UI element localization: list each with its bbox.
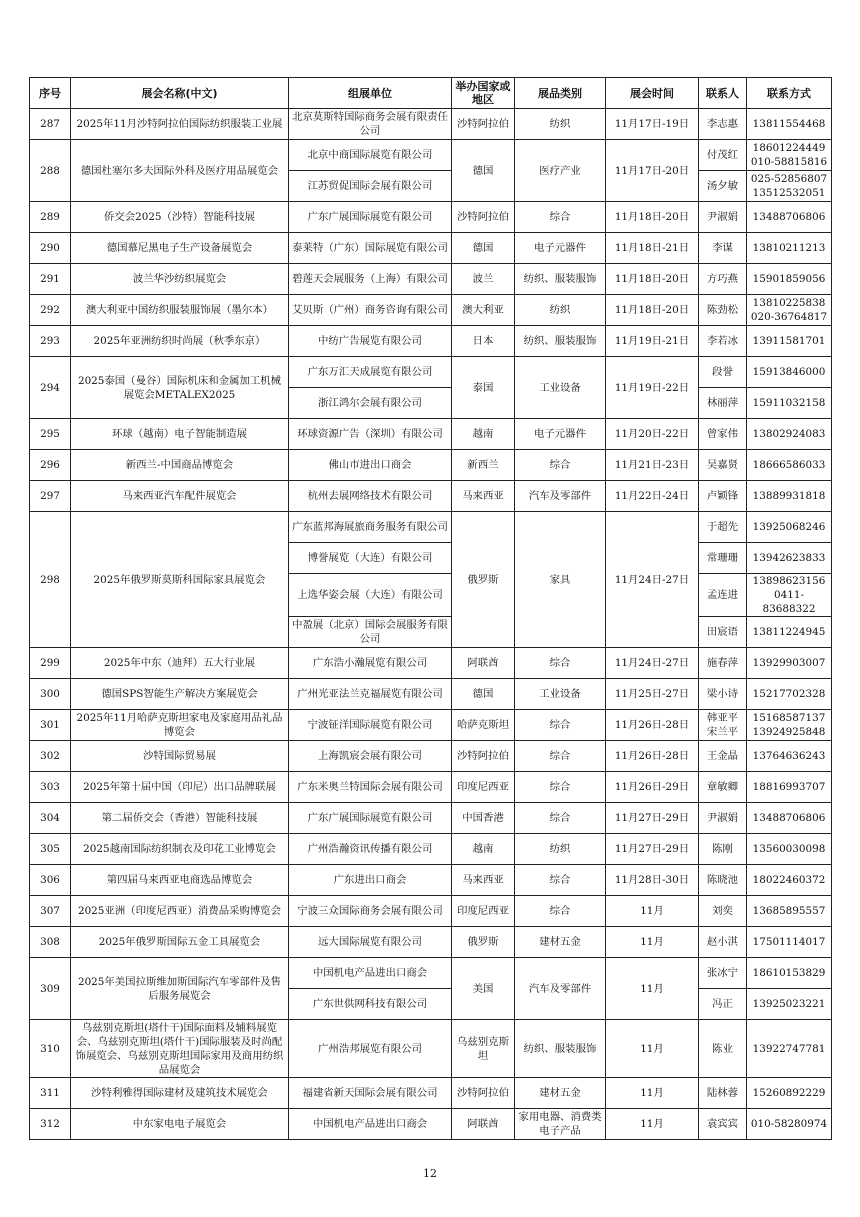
cell-category: 综合 <box>515 648 606 679</box>
cell-category: 综合 <box>515 450 606 481</box>
table-row <box>30 512 832 543</box>
cell-contact-info: 13802924083 <box>747 419 832 450</box>
header-category: 展品类别 <box>515 78 606 109</box>
cell-contact-person: 韩亚平 宋兰平 <box>699 710 747 741</box>
cell-exhibition-name: 2025年亚洲纺织时尚展（秋季东京） <box>71 326 289 357</box>
cell-organizer: 远大国际展览有限公司 <box>289 927 452 958</box>
cell-country: 澳大利亚 <box>452 295 515 326</box>
cell-contact-info: 15217702328 <box>747 679 832 710</box>
header-organizer: 组展单位 <box>289 78 452 109</box>
cell-country: 沙特阿拉伯 <box>452 109 515 140</box>
table-row <box>30 233 832 264</box>
cell-category: 综合 <box>515 741 606 772</box>
cell-exhibition-name: 波兰华沙纺织展览会 <box>71 264 289 295</box>
cell-country: 乌兹别克斯坦 <box>452 1020 515 1078</box>
header-date: 展会时间 <box>606 78 699 109</box>
table-row <box>30 741 832 772</box>
cell-contact-info: 13488706806 <box>747 202 832 233</box>
cell-organizer: 上海凯宸会展有限公司 <box>289 741 452 772</box>
cell-date: 11月 <box>606 1020 699 1078</box>
cell-serial-no: 293 <box>30 326 71 357</box>
cell-category: 纺织、服装服饰 <box>515 264 606 295</box>
cell-date: 11月26日-28日 <box>606 741 699 772</box>
cell-contact-info: 13922747781 <box>747 1020 832 1078</box>
cell-serial-no: 306 <box>30 865 71 896</box>
cell-category: 综合 <box>515 772 606 803</box>
header-row <box>30 78 832 109</box>
cell-date: 11月19日-21日 <box>606 326 699 357</box>
cell-country: 德国 <box>452 140 515 202</box>
cell-contact-info: 13764636243 <box>747 741 832 772</box>
cell-category: 建材五金 <box>515 927 606 958</box>
cell-organizer: 杭州去展网络技术有限公司 <box>289 481 452 512</box>
cell-exhibition-name: 2025年第十届中国（印尼）出口品牌联展 <box>71 772 289 803</box>
cell-category: 家用电器、消费类电子产品 <box>515 1109 606 1140</box>
cell-contact-info: 17501114017 <box>747 927 832 958</box>
table-row <box>30 896 832 927</box>
cell-category: 纺织、服装服饰 <box>515 326 606 357</box>
cell-contact-person: 常珊珊 <box>699 543 747 574</box>
cell-contact-person: 孟连进 <box>699 574 747 617</box>
table-row <box>30 202 832 233</box>
cell-date: 11月26日-29日 <box>606 772 699 803</box>
table-row <box>30 648 832 679</box>
cell-exhibition-name: 第四届马来西亚电商选品博览会 <box>71 865 289 896</box>
cell-date: 11月21日-23日 <box>606 450 699 481</box>
cell-serial-no: 292 <box>30 295 71 326</box>
table-row <box>30 772 832 803</box>
cell-contact-person: 陈业 <box>699 1020 747 1078</box>
cell-exhibition-name: 第二届侨交会（香港）智能科技展 <box>71 803 289 834</box>
cell-contact-info: 010-58280974 <box>747 1109 832 1140</box>
cell-country: 日本 <box>452 326 515 357</box>
cell-country: 沙特阿拉伯 <box>452 741 515 772</box>
cell-organizer: 广东世供网科技有限公司 <box>289 989 452 1020</box>
cell-exhibition-name: 德国慕尼黑电子生产设备展览会 <box>71 233 289 264</box>
cell-date: 11月28日-30日 <box>606 865 699 896</box>
cell-category: 工业设备 <box>515 357 606 419</box>
header-exhibition-name: 展会名称(中文) <box>71 78 289 109</box>
cell-category: 纺织、服装服饰 <box>515 1020 606 1078</box>
cell-serial-no: 297 <box>30 481 71 512</box>
cell-category: 电子元器件 <box>515 233 606 264</box>
cell-organizer: 博誉展览（大连）有限公司 <box>289 543 452 574</box>
table-row <box>30 710 832 741</box>
cell-exhibition-name: 2025亚洲（印度尼西亚）消费品采购博览会 <box>71 896 289 927</box>
cell-contact-info: 15260892229 <box>747 1078 832 1109</box>
cell-category: 综合 <box>515 202 606 233</box>
cell-category: 纺织 <box>515 109 606 140</box>
cell-contact-person: 付茂红 <box>699 140 747 171</box>
cell-exhibition-name: 马来西亚汽车配件展览会 <box>71 481 289 512</box>
cell-category: 纺织 <box>515 834 606 865</box>
table-row <box>30 264 832 295</box>
cell-serial-no: 303 <box>30 772 71 803</box>
table-row <box>30 357 832 388</box>
cell-organizer: 浙江鸿尔会展有限公司 <box>289 388 452 419</box>
cell-contact-person: 陈刚 <box>699 834 747 865</box>
cell-contact-person: 于超先 <box>699 512 747 543</box>
cell-serial-no: 302 <box>30 741 71 772</box>
cell-contact-person: 卢颖锋 <box>699 481 747 512</box>
cell-contact-person: 施春萍 <box>699 648 747 679</box>
cell-organizer: 广州浩邦展览有限公司 <box>289 1020 452 1078</box>
cell-organizer: 中国机电产品进出口商会 <box>289 958 452 989</box>
cell-contact-info: 13488706806 <box>747 803 832 834</box>
cell-contact-info: 15911032158 <box>747 388 832 419</box>
cell-contact-person: 刘奕 <box>699 896 747 927</box>
cell-contact-person: 王金晶 <box>699 741 747 772</box>
cell-organizer: 广东蓝邦海展旅商务服务有限公司 <box>289 512 452 543</box>
cell-contact-info: 13929903007 <box>747 648 832 679</box>
cell-date: 11月17日-20日 <box>606 140 699 202</box>
table-row <box>30 679 832 710</box>
cell-contact-info: 13811224945 <box>747 617 832 648</box>
table-row <box>30 865 832 896</box>
cell-contact-person: 梁小诗 <box>699 679 747 710</box>
cell-exhibition-name: 中东家电电子展览会 <box>71 1109 289 1140</box>
cell-date: 11月22日-24日 <box>606 481 699 512</box>
cell-date: 11月18日-20日 <box>606 202 699 233</box>
cell-country: 新西兰 <box>452 450 515 481</box>
cell-organizer: 中盈展（北京）国际会展服务有限公司 <box>289 617 452 648</box>
cell-contact-info: 18601224449 010-58815816 <box>747 140 832 171</box>
cell-serial-no: 309 <box>30 958 71 1020</box>
cell-country: 马来西亚 <box>452 481 515 512</box>
cell-category: 综合 <box>515 896 606 927</box>
cell-organizer: 福建省新天国际会展有限公司 <box>289 1078 452 1109</box>
cell-organizer: 上选华姿会展（大连）有限公司 <box>289 574 452 617</box>
cell-category: 医疗产业 <box>515 140 606 202</box>
cell-contact-info: 13942623833 <box>747 543 832 574</box>
cell-category: 综合 <box>515 710 606 741</box>
cell-organizer: 宁波钲洋国际展览有限公司 <box>289 710 452 741</box>
cell-contact-info: 13810211213 <box>747 233 832 264</box>
cell-category: 综合 <box>515 865 606 896</box>
cell-exhibition-name: 环球（越南）电子智能制造展 <box>71 419 289 450</box>
cell-organizer: 广东万汇天成展览有限公司 <box>289 357 452 388</box>
cell-contact-person: 陈劲松 <box>699 295 747 326</box>
table-row <box>30 834 832 865</box>
cell-country: 阿联酋 <box>452 648 515 679</box>
cell-organizer: 广东广展国际展览有限公司 <box>289 803 452 834</box>
cell-contact-person: 方巧燕 <box>699 264 747 295</box>
cell-exhibition-name: 2025年俄罗斯国际五金工具展览会 <box>71 927 289 958</box>
cell-exhibition-name: 2025年俄罗斯莫斯科国际家具展览会 <box>71 512 289 648</box>
cell-exhibition-name: 澳大利亚中国纺织服装服饰展（墨尔本） <box>71 295 289 326</box>
cell-contact-person: 田宸语 <box>699 617 747 648</box>
cell-country: 波兰 <box>452 264 515 295</box>
cell-serial-no: 289 <box>30 202 71 233</box>
cell-organizer: 碧莲天会展服务（上海）有限公司 <box>289 264 452 295</box>
header-serial-no: 序号 <box>30 78 71 109</box>
cell-country: 德国 <box>452 679 515 710</box>
cell-serial-no: 300 <box>30 679 71 710</box>
cell-date: 11月17日-19日 <box>606 109 699 140</box>
table-row <box>30 803 832 834</box>
cell-exhibition-name: 沙特国际贸易展 <box>71 741 289 772</box>
cell-country: 沙特阿拉伯 <box>452 202 515 233</box>
cell-contact-info: 15913846000 <box>747 357 832 388</box>
cell-contact-person: 林丽萍 <box>699 388 747 419</box>
cell-contact-info: 15901859056 <box>747 264 832 295</box>
cell-country: 俄罗斯 <box>452 927 515 958</box>
table-row <box>30 481 832 512</box>
cell-exhibition-name: 乌兹别克斯坦(塔什干)国际面料及辅料展览会、乌兹别克斯坦(塔什干)国际服装及时尚配饰展览会、乌兹别克斯坦国际家用及商用纺织品展览会 <box>71 1020 289 1078</box>
table-row <box>30 1078 832 1109</box>
cell-serial-no: 287 <box>30 109 71 140</box>
cell-serial-no: 295 <box>30 419 71 450</box>
cell-serial-no: 308 <box>30 927 71 958</box>
cell-serial-no: 310 <box>30 1020 71 1078</box>
cell-contact-info: 025-52856807 13512532051 <box>747 171 832 202</box>
cell-country: 沙特阿拉伯 <box>452 1078 515 1109</box>
cell-serial-no: 290 <box>30 233 71 264</box>
cell-contact-person: 章敏卿 <box>699 772 747 803</box>
cell-country: 德国 <box>452 233 515 264</box>
cell-organizer: 广州光亚法兰克福展览有限公司 <box>289 679 452 710</box>
cell-contact-info: 13560030098 <box>747 834 832 865</box>
cell-category: 汽车及零部件 <box>515 958 606 1020</box>
cell-country: 印度尼西亚 <box>452 772 515 803</box>
cell-date: 11月 <box>606 1078 699 1109</box>
cell-country: 越南 <box>452 419 515 450</box>
cell-contact-info: 15168587137 13924925848 <box>747 710 832 741</box>
cell-organizer: 广东米奥兰特国际会展有限公司 <box>289 772 452 803</box>
cell-serial-no: 312 <box>30 1109 71 1140</box>
cell-organizer: 北京莫斯特国际商务会展有限责任公司 <box>289 109 452 140</box>
table-row <box>30 958 832 989</box>
cell-exhibition-name: 2025年11月哈萨克斯坦家电及家庭用品礼品博览会 <box>71 710 289 741</box>
cell-contact-person: 李志惠 <box>699 109 747 140</box>
table-row <box>30 450 832 481</box>
cell-serial-no: 299 <box>30 648 71 679</box>
cell-category: 工业设备 <box>515 679 606 710</box>
table-row <box>30 326 832 357</box>
cell-organizer: 广东广展国际展览有限公司 <box>289 202 452 233</box>
cell-contact-person: 吴嘉贤 <box>699 450 747 481</box>
cell-date: 11月19日-22日 <box>606 357 699 419</box>
cell-category: 电子元器件 <box>515 419 606 450</box>
cell-contact-person: 尹淑娟 <box>699 803 747 834</box>
table-row <box>30 927 832 958</box>
cell-contact-person: 张冰宁 <box>699 958 747 989</box>
cell-organizer: 宁波三众国际商务会展有限公司 <box>289 896 452 927</box>
cell-category: 纺织 <box>515 295 606 326</box>
cell-date: 11月25日-27日 <box>606 679 699 710</box>
cell-organizer: 泰莱特（广东）国际展览有限公司 <box>289 233 452 264</box>
cell-exhibition-name: 侨交会2025（沙特）智能科技展 <box>71 202 289 233</box>
cell-date: 11月 <box>606 958 699 1020</box>
cell-category: 家具 <box>515 512 606 648</box>
cell-exhibition-name: 2025年中东（迪拜）五大行业展 <box>71 648 289 679</box>
header-contact-info: 联系方式 <box>747 78 832 109</box>
cell-contact-person: 陆林蓉 <box>699 1078 747 1109</box>
cell-country: 越南 <box>452 834 515 865</box>
cell-date: 11月27日-29日 <box>606 803 699 834</box>
cell-organizer: 佛山市进出口商会 <box>289 450 452 481</box>
cell-country: 马来西亚 <box>452 865 515 896</box>
cell-date: 11月24日-27日 <box>606 648 699 679</box>
cell-category: 建材五金 <box>515 1078 606 1109</box>
table-row <box>30 140 832 171</box>
cell-exhibition-name: 德国SPS智能生产解决方案展览会 <box>71 679 289 710</box>
cell-contact-person: 陈晓池 <box>699 865 747 896</box>
cell-exhibition-name: 沙特利雅得国际建材及建筑技术展览会 <box>71 1078 289 1109</box>
cell-contact-info: 13925068246 <box>747 512 832 543</box>
cell-contact-person: 冯正 <box>699 989 747 1020</box>
cell-exhibition-name: 2025年11月沙特阿拉伯国际纺织服装工业展 <box>71 109 289 140</box>
cell-organizer: 广东浩小瀚展览有限公司 <box>289 648 452 679</box>
cell-contact-info: 13889931818 <box>747 481 832 512</box>
exhibition-table <box>29 77 832 1140</box>
cell-date: 11月 <box>606 1109 699 1140</box>
cell-country: 印度尼西亚 <box>452 896 515 927</box>
cell-date: 11月27日-29日 <box>606 834 699 865</box>
cell-serial-no: 296 <box>30 450 71 481</box>
cell-serial-no: 307 <box>30 896 71 927</box>
cell-contact-info: 18816993707 <box>747 772 832 803</box>
cell-contact-info: 13898623156 0411-83688322 <box>747 574 832 617</box>
cell-serial-no: 291 <box>30 264 71 295</box>
cell-date: 11月18日-21日 <box>606 233 699 264</box>
cell-contact-info: 18666586033 <box>747 450 832 481</box>
table-row <box>30 109 832 140</box>
cell-serial-no: 305 <box>30 834 71 865</box>
cell-contact-person: 赵小淇 <box>699 927 747 958</box>
cell-country: 阿联酋 <box>452 1109 515 1140</box>
cell-date: 11月 <box>606 927 699 958</box>
cell-serial-no: 294 <box>30 357 71 419</box>
cell-date: 11月24日-27日 <box>606 512 699 648</box>
cell-organizer: 北京中商国际展览有限公司 <box>289 140 452 171</box>
cell-exhibition-name: 2025泰国（曼谷）国际机床和金属加工机械展览会METALEX2025 <box>71 357 289 419</box>
cell-country: 美国 <box>452 958 515 1020</box>
cell-organizer: 艾贝斯（广州）商务咨询有限公司 <box>289 295 452 326</box>
cell-country: 中国香港 <box>452 803 515 834</box>
cell-country: 泰国 <box>452 357 515 419</box>
cell-date: 11月26日-28日 <box>606 710 699 741</box>
cell-exhibition-name: 2025年美国拉斯维加斯国际汽车零部件及售后服务展览会 <box>71 958 289 1020</box>
cell-category: 综合 <box>515 803 606 834</box>
cell-date: 11月 <box>606 896 699 927</box>
cell-country: 俄罗斯 <box>452 512 515 648</box>
cell-organizer: 中国机电产品进出口商会 <box>289 1109 452 1140</box>
cell-serial-no: 298 <box>30 512 71 648</box>
cell-contact-info: 13810225838 020-36764817 <box>747 295 832 326</box>
cell-contact-person: 尹淑娟 <box>699 202 747 233</box>
cell-serial-no: 288 <box>30 140 71 202</box>
cell-organizer: 广州浩瀚资讯传播有限公司 <box>289 834 452 865</box>
cell-organizer: 江苏贸促国际会展有限公司 <box>289 171 452 202</box>
table-row <box>30 1020 832 1078</box>
cell-exhibition-name: 2025越南国际纺织制衣及印花工业博览会 <box>71 834 289 865</box>
cell-contact-person: 曾家伟 <box>699 419 747 450</box>
cell-contact-info: 13811554468 <box>747 109 832 140</box>
cell-serial-no: 301 <box>30 710 71 741</box>
header-contact-person: 联系人 <box>699 78 747 109</box>
cell-serial-no: 311 <box>30 1078 71 1109</box>
cell-date: 11月18日-20日 <box>606 295 699 326</box>
cell-category: 汽车及零部件 <box>515 481 606 512</box>
cell-contact-person: 袁宾宾 <box>699 1109 747 1140</box>
page-number: 12 <box>423 1167 437 1180</box>
cell-country: 哈萨克斯坦 <box>452 710 515 741</box>
cell-organizer: 环球资源广告（深圳）有限公司 <box>289 419 452 450</box>
cell-organizer: 广东进出口商会 <box>289 865 452 896</box>
cell-contact-person: 李若冰 <box>699 326 747 357</box>
cell-exhibition-name: 新西兰-中国商品博览会 <box>71 450 289 481</box>
cell-contact-person: 段誉 <box>699 357 747 388</box>
cell-date: 11月18日-20日 <box>606 264 699 295</box>
cell-date: 11月20日-22日 <box>606 419 699 450</box>
cell-contact-info: 18610153829 <box>747 958 832 989</box>
cell-serial-no: 304 <box>30 803 71 834</box>
cell-contact-info: 13911581701 <box>747 326 832 357</box>
table-row <box>30 419 832 450</box>
cell-contact-person: 汤夕敏 <box>699 171 747 202</box>
table-row <box>30 1109 832 1140</box>
cell-contact-info: 13685895557 <box>747 896 832 927</box>
cell-contact-info: 18022460372 <box>747 865 832 896</box>
table-row <box>30 295 832 326</box>
cell-contact-info: 13925023221 <box>747 989 832 1020</box>
cell-exhibition-name: 德国杜塞尔多夫国际外科及医疗用品展览会 <box>71 140 289 202</box>
header-country: 举办国家或地区 <box>452 78 515 109</box>
cell-contact-person: 李谋 <box>699 233 747 264</box>
cell-organizer: 中纺广告展览有限公司 <box>289 326 452 357</box>
